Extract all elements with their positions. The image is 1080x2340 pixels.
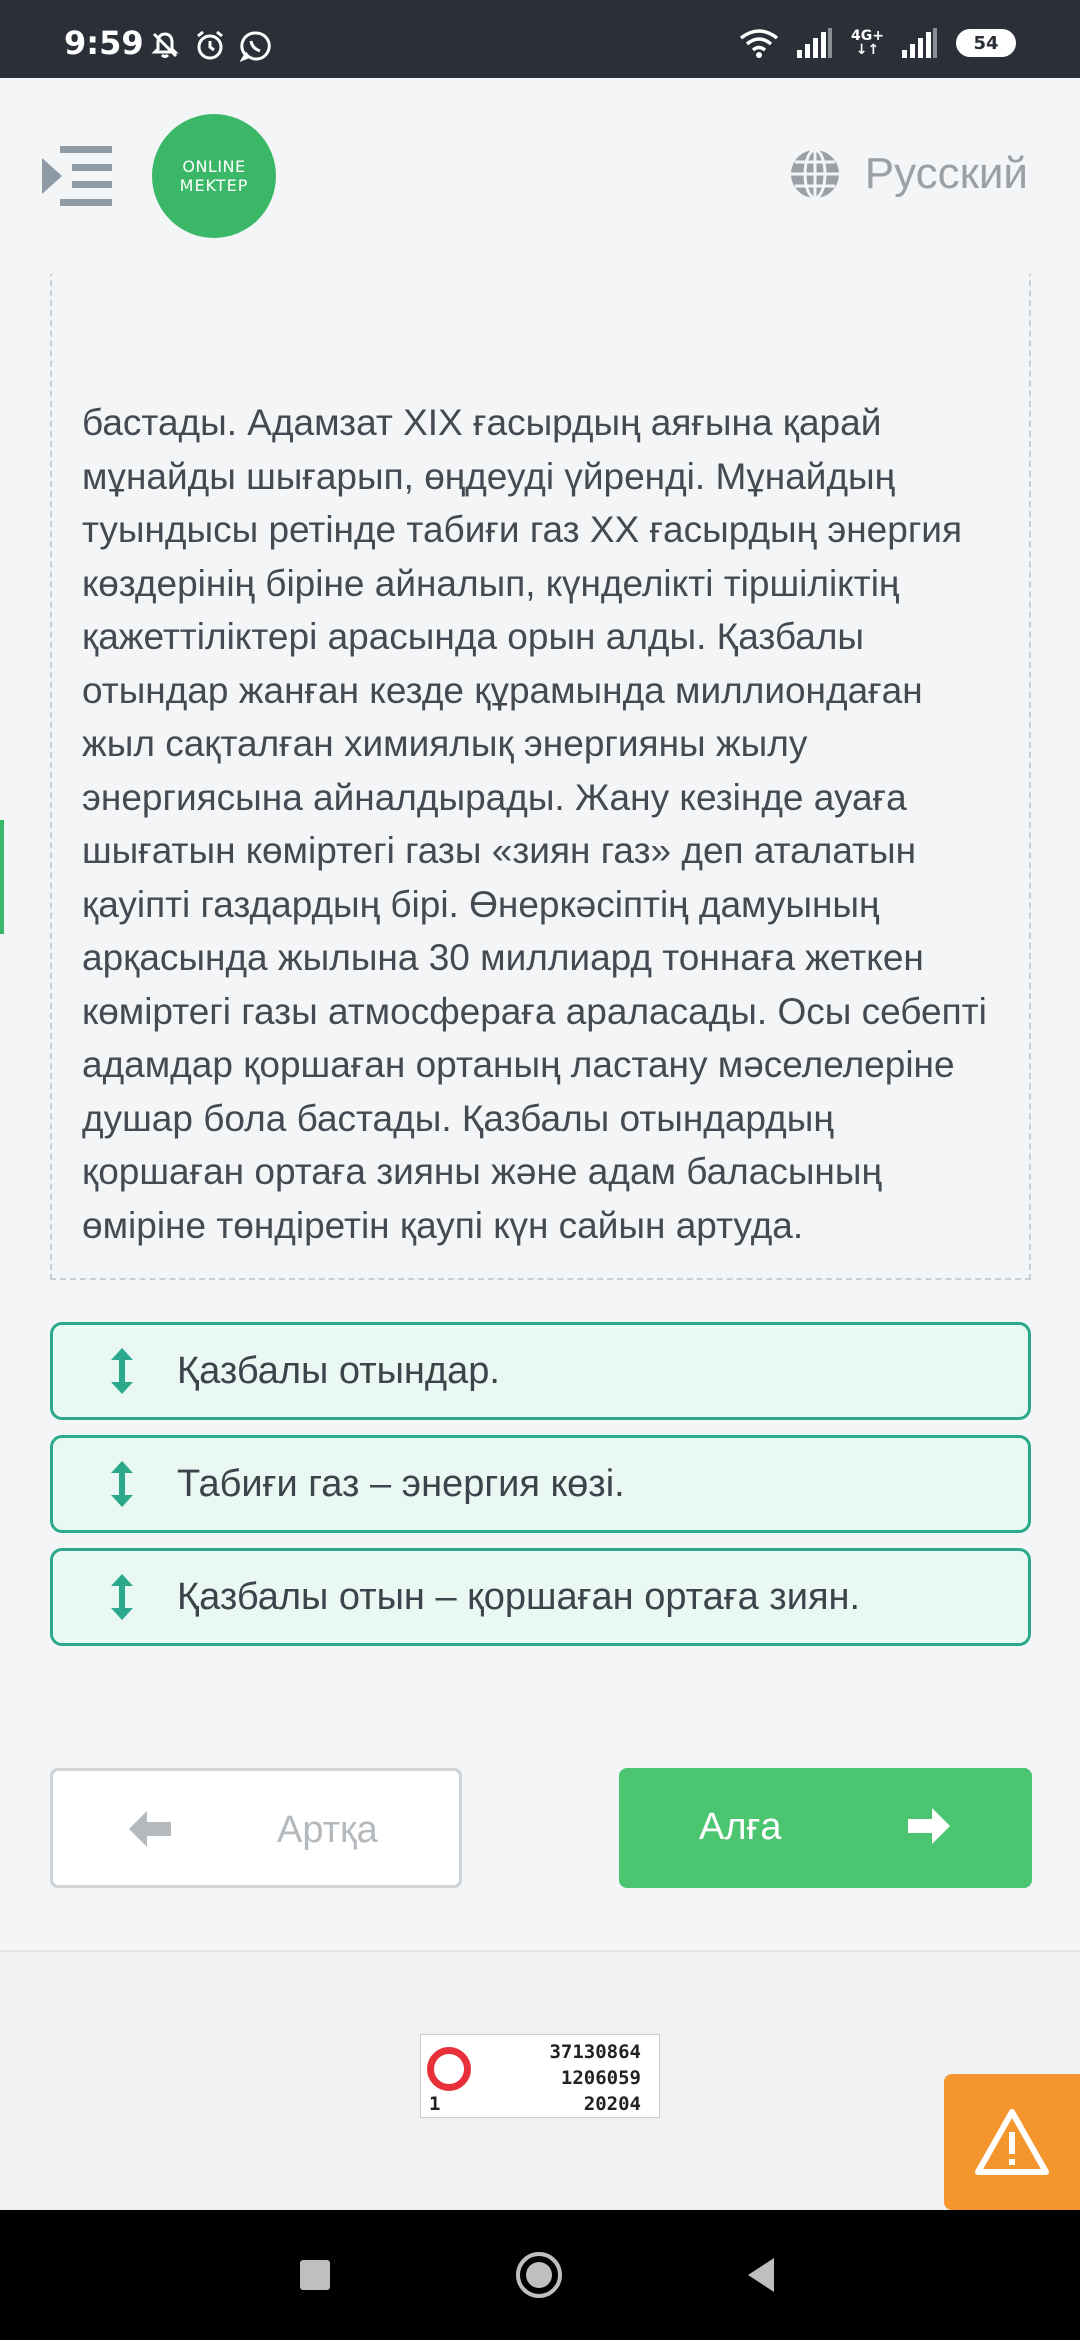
- option-label: Қазбалы отын – қоршаған ортаға зиян.: [177, 1575, 861, 1618]
- globe-icon: [789, 148, 841, 200]
- arrow-right-icon: [908, 1808, 950, 1844]
- option-card-3[interactable]: [50, 1548, 1031, 1646]
- drag-handle-icon[interactable]: [109, 1574, 135, 1620]
- logo-line2: MEKTEP: [179, 176, 249, 195]
- app-header: [0, 78, 1080, 274]
- whatsapp-icon: [240, 30, 272, 62]
- option-label: Қазбалы отындар.: [177, 1349, 500, 1392]
- recents-icon[interactable]: [290, 2250, 340, 2300]
- network-arrows: ↓↑: [855, 42, 880, 58]
- battery-icon: 54: [956, 29, 1016, 57]
- language-switcher[interactable]: [789, 148, 1028, 200]
- report-problem-button[interactable]: [944, 2074, 1080, 2210]
- passage-scroll-area[interactable]: [52, 270, 1029, 1274]
- option-card-2[interactable]: [50, 1435, 1031, 1533]
- arrow-left-icon: [129, 1811, 171, 1847]
- counter-value-2: 1206059: [560, 2067, 641, 2089]
- system-nav-bar: [0, 2210, 1080, 2340]
- status-notification-icons: [150, 30, 272, 62]
- option-label: Табиғи газ – энергия көзі.: [177, 1462, 625, 1505]
- mute-icon: [150, 30, 180, 60]
- visit-counter-badge[interactable]: [420, 2034, 660, 2118]
- online-mektep-logo[interactable]: [152, 114, 276, 238]
- status-time: 9:59: [64, 24, 144, 62]
- signal-icon: [797, 28, 833, 58]
- side-tab-indicator[interactable]: [0, 820, 4, 934]
- next-button-label: Алға: [699, 1806, 782, 1848]
- reading-passage-box[interactable]: [50, 210, 1031, 1280]
- language-label: Русский: [864, 149, 1028, 198]
- wifi-icon: [739, 28, 779, 58]
- menu-icon[interactable]: [42, 144, 112, 208]
- page-footer: [0, 1950, 1080, 2212]
- drag-handle-icon[interactable]: [109, 1348, 135, 1394]
- passage-text: бастады. Адамзат XIX ғасырдың аяғына қарай мұнайды шығарып, өңдеуді үйренді. Мұнайдың туындысы ретінде табиғи газ XX ғасырдың энергия көздерінің біріне айналып, күнделікті тіршіліктің қажеттіліктері арасында орын алды. Қазбалы отындар жанған кезде құрамында миллиондаған жыл сақталған химиялық энергияны жылу энергиясына айналдырады. Жану кезінде ауаға шығатын көміртегі газы «зиян газ» деп аталатын қауіпті газдардың бірі. Өнеркәсіптің дамуының арқасында жылына 30 миллиард тоннаға жеткен көміртегі газы атмосфераға араласады. Осы себепті адамдар қоршаған ортаның ластану мәселелеріне душар бола бастады. Қазбалы отындардың қоршаған ортаға зияны және адам баласының өміріне төндіретін қаупі күн сайын артуда.: [82, 402, 987, 1246]
- counter-index: 1: [429, 2093, 441, 2115]
- warning-icon: [974, 2108, 1050, 2176]
- counter-logo-icon: [427, 2047, 471, 2091]
- logo-line1: ONLINE: [182, 157, 246, 176]
- back-button[interactable]: [50, 1768, 462, 1888]
- signal-icon-2: [902, 28, 938, 58]
- back-nav-icon[interactable]: [738, 2250, 788, 2300]
- home-icon[interactable]: [514, 2250, 564, 2300]
- option-card-1[interactable]: [50, 1322, 1031, 1420]
- drag-handle-icon[interactable]: [109, 1461, 135, 1507]
- status-bar: [0, 0, 1080, 78]
- network-label: 4G+: [851, 28, 884, 44]
- status-system-icons: [739, 28, 1016, 58]
- counter-value-3: 20204: [583, 2093, 641, 2115]
- next-button[interactable]: [619, 1768, 1032, 1888]
- back-button-label: Артқа: [277, 1809, 378, 1851]
- alarm-icon: [194, 30, 226, 62]
- counter-value-1: 37130864: [549, 2041, 641, 2063]
- network-type: [851, 29, 884, 57]
